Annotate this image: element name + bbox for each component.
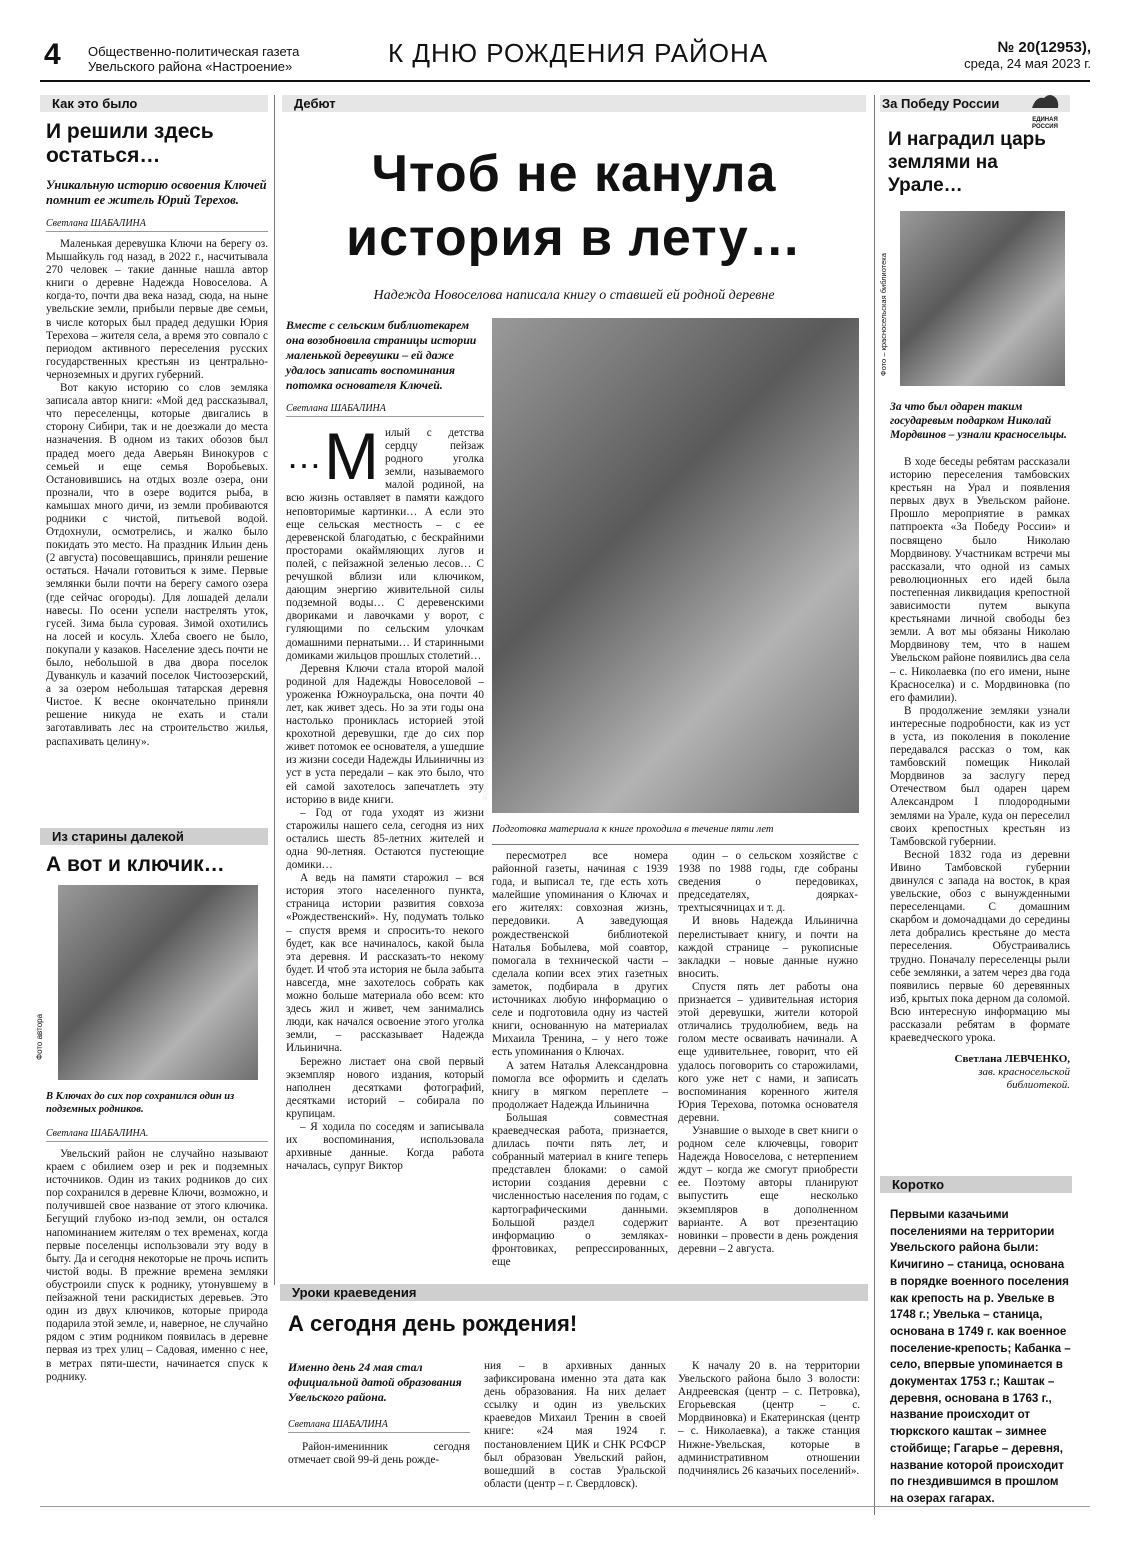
photo-caption: Подготовка материала к книге проходила в течение пяти лет [492, 824, 774, 835]
article-byline: Светлана ШАБАЛИНА [46, 218, 268, 232]
article-byline: Светлана ШАБАЛИНА [288, 1419, 470, 1433]
article-body [286, 419, 484, 1173]
article-lead: Вместе с сельским библиотекарем она возобновила страницы истории маленькой деревушки – ей даже удалось записать воспоминания потомка основателя Ключей. [286, 318, 477, 392]
paragraph: один – о сельском хозяйстве с 1938 по 1988 годы, где собраны сведения о передовиках, председателях, доярках-трехтысячницах и т. д. [678, 850, 858, 915]
center-text-col3 [678, 850, 858, 1256]
bottom-article [280, 1284, 868, 1337]
paragraph: И вновь Надежда Ильинична перелистывает книгу, и почти на каждой странице – рукописные закладки – новые данные нужно вносить. [678, 915, 858, 980]
library-photo [879, 211, 1065, 386]
paragraph: – Я ходила по соседям и записывала их воспоминания, использовала архивные данные. Когда работа началась, супруг Виктор [286, 1120, 484, 1173]
column-rule [874, 95, 875, 1515]
paragraph: Маленькая деревушка Ключи на берегу оз. Мышайкуль год назад, в 2022 г., насчитывала 270 человек – такие данные нашла автор книги о деревне Надежда Новоселова. А когда-то, почти два века назад, сюда, на ныне увельские земли, прибыли первые две семьи, в числе которых был прадед дедушки Юрия Терехова – жителя села, а время это совпало с периодом активного переселения русских государственных крестьян из центрально-черноземных и других губерний. [46, 238, 268, 381]
paragraph: А затем Наталья Александровна помогла все оформить и сделать книгу в мягком переплете – продолжает Надежда Ильинична [492, 1059, 668, 1111]
paragraph: К началу 20 в. на территории Увельского района было 3 волости: Андреевская (центр – с. Петровка), Егорьевская (центр – с. Мордвиновка) и Екатеринская (центр – с. Николаевка), а также станция Нижне-Увельская, которые в административном отношении подчинялись 26 казачьих поселений». [678, 1360, 860, 1477]
issue-date: среда, 24 мая 2023 г. [964, 56, 1091, 71]
article-headline: И решили здесь остаться… [46, 120, 214, 167]
paragraph: Вот какую историю со слов земляка записала автор книги: «Мой дед рассказывал, что переселенцы, которые двигались в сторону Сибири, так и не доезжали до места назначения. В одном из таких обозов был прадед моего деда Аверьян Винокуров с семьей и еще семья Воробьевых. Остановившись на отдых возле озера, они прознали, что в озере водится рыба, в камышах много дичи, из земли пробиваются родники с чистой, питьевой водой. Отдохнули, осмотрелись, и жалко было покидать это место. На праздник Ильин день (2 августа) посовещавшись, приняли решение остаться. Начали готовиться к зиме. Первые землянки были почти на берегу самого озера (где сейчас огороды). Для лошадей делали навесы. По осени успели настрелять уток, гусей. Зима была суровая. Зимой охотились на лосей и косуль. Хлеба своего не было, покупали у казаков. Население здесь почти не было, небольшой в два двора поселок Дуванкуль и казачий поселок Чистоозерский, а за озером небольшая татарская деревня Чистое. К весне окончательно приняли решение никуда не ехать и стали заготавливать лес на строительство жилья, распахивать целину». [46, 382, 268, 748]
party-logo [1020, 90, 1070, 138]
first-paragraph [286, 419, 484, 663]
short-news-text: Первыми казачьими поселениями на территории Увельского района были: Кичигино – станица, основана в порядке военного поселения как крепость на р. Увельке в 1748 г.; Увелька – станица, основана в 1749 г. как военное поселение-крепость; Кабанка – село, впервые упоминается в документах 1753 г.; Каштак – деревня, основана в 1763 г., название происходит от тюркского каштак – зимнее стойбище; Гагарье – деревня, название которой происходит по гнездившимся в прошлом на озерах гагарах. [890, 1208, 1071, 1505]
article-subtitle: Надежда Новоселова написала книгу о ставшей ей родной деревне [373, 288, 775, 303]
rubric-kak-eto-bylo: Как это было [40, 95, 268, 112]
short-news [880, 1176, 1072, 1508]
paragraph: Бережно листает она свой первый экземпляр нового издания, который наполнен десятками фотографий, десятками историй – собирала по крупицам. [286, 1055, 484, 1120]
issue-info [964, 40, 1091, 72]
article-headline: А вот и ключик… [46, 853, 225, 876]
photo-credit: Фото – красносельская библиотека [879, 253, 888, 376]
article-body [46, 238, 268, 749]
paper-name [88, 44, 348, 74]
logo-text: ЕДИНАЯ РОССИЯ [1032, 117, 1058, 130]
signature-name: Светлана ЛЕВЧЕНКО, [954, 1053, 1070, 1066]
paragraph: Спустя пять лет работы она признается – удивительная история этой деревушки, жители которой отличались трудолюбием, ведь на голом месте осваивать начинали. А еще удивительнее, говорит, что ей удалось поговорить со старожилами, кого уже нет с нами, и записать воспоминания коренного жителя Юрия Терехова, потомка основателя деревни. [678, 980, 858, 1124]
main-headline [282, 142, 866, 270]
photo-credit: Фото автора [481, 754, 490, 801]
headline-line: Чтоб не канула [371, 145, 777, 203]
paragraph: илый с детства сердцу пейзаж родного уголка земли, называемого малой родиной, на всю жизнь оставляет в памяти каждого неповторимые картинки… А если это еще сельская местность – с ее деревенской благодатью, с бескрайними просторами окаймляющих лугов и полей, с пейзажной зеленью лесов… С речушкой вблизи или ключиком, дающим энергию живительной силы подземной воды… С деревенскими двориками и лавочками у ворот, с гуляющими по сельским улочкам домашними пернатыми… И старинными домиками жильцов прошлых столетий… [286, 427, 484, 662]
article-body [890, 456, 1070, 1045]
headline-line: история в лету… [346, 209, 802, 267]
paragraph: В продолжение земляки узнали интересные подробности, как из уст в уста, из поколения в поколение передавался рассказ о том, как тамбовский помещик Николай Мордвинов за заслугу перед Отечеством был одарен царем Александром I плодородными землями на Урале, куда он переселил своих крепостных крестьян из Тамбовской губернии. [890, 704, 1070, 848]
bottom-rule [40, 1506, 1090, 1507]
paragraph: В ходе беседы ребятам рассказали историю переселения тамбовских крестьян на Урал и появления первых двух в Увельском районе. Прошло мероприятие в рамках патпроекта «За Победу России» и посвящено было Николаю Мордвинову. Участникам встречи мы рассказали, что одной из самых революционных его идей была постепенная ликвидация крепостной зависимости путем выкупа крестьянами личной свободы без земли. А вот мы обязаны Николаю Мордвинову тем, что в нашем Увельском районе появились два села – с. Николаевка (по его имени, ныне Красноселка) и с. Мордвиновка (по его фамилии). [890, 456, 1070, 704]
paragraph: Узнавшие о выходе в свет книги о родном селе ключевцы, говорит Надежда Новоселова, с нетерпением ждут – когда же смогут приобрести ее. Поэтому авторы планируют выпустить еще несколько экземпляров в дополненном варианте. А вот презентацию новинки – провести в день рождения деревни – 2 августа. [678, 1124, 858, 1255]
right-article [880, 95, 1070, 1092]
article-headline: И наградил царь землями на Урале… [888, 129, 1046, 196]
article-byline: Светлана ШАБАЛИНА [286, 403, 484, 417]
paragraph: ния – в архивных данных зафиксирована именно эта дата как день образования. На них делает ссылку и один из увельских краеведов Михаил Тренин в своей книге: «24 мая 1924 г. постановлением ЦИК и СНК РСФСР был образован Увельский район, вошедший в состав Уральской области (центр – г. Свердловск). [484, 1360, 666, 1490]
signature-title: библиотекой. [1006, 1079, 1070, 1092]
paragraph: Деревня Ключи стала второй малой родиной для Надежды Новоселовой – уроженка Южноуральска, она почти 40 лет, как живет здесь. Но за эти годы она настолько прониклась историей этой крохотной деревушки, где до сих пор живет потомок ее основателя, а ушедшие из жизни соседи Надежды Ильиничны из уст в уста передали – как это было, что ей самой захотелось запечатлеть эту историю в виде книги. [286, 662, 484, 806]
paragraph: Весной 1832 года из деревни Ивино Тамбовской губернии двинулся с запада на восток, в края увельские, обоз с вынужденными переселенцами. С домашним скарбом и домочадцами до середины лета добрались крестьяне до места переселения. Обустраивались трудно. Поначалу переселенцы рыли себе землянки, а затем через два года появились первые 60 деревянных изб, крытых пока дерном да соломой. Всю интересную информацию мы рассказали ребятам в формате краеведческого урока. [890, 848, 1070, 1045]
article-headline: А сегодня день рождения! [288, 1311, 578, 1336]
caption-rule [492, 844, 859, 845]
bear-icon [1030, 90, 1060, 112]
column-rule [274, 95, 275, 1285]
photo-credit: Фото автора [35, 1013, 44, 1060]
paper-name-line1: Общественно-политическая газета [88, 44, 300, 59]
issue-number: № 20(12953), [997, 39, 1091, 56]
page-number: 4 [44, 38, 61, 71]
spring-photo [35, 885, 258, 1080]
bottom-col1 [288, 1360, 470, 1467]
rubric-korotko: Коротко [880, 1176, 1072, 1193]
rubric-iz-stariny: Из старины далекой [40, 828, 268, 845]
article-lead: Уникальную историю освоения Ключей помнит ее житель Юрий Терехов. [46, 178, 267, 207]
left-article-2 [35, 828, 269, 1384]
dropcap: М [324, 419, 379, 493]
signature-title: зав. красносельской [978, 1066, 1070, 1079]
photo-caption: В Ключах до сих пор сохранился один из подземных родников. [46, 1091, 235, 1115]
paragraph: Увельский район не случайно называют краем с обилием озер и рек и подземных источников. Один из таких родников до сих пор сохранился в деревне Ключи, возможно, и получившей свое название от этого ключика. Бегущий глубоко из-под земли, он остался напоминанием жителям о тех временах, когда первые поселенцы использовали эту воду в быту. Да и сегодня некоторые не прочь испить чистой воды. В прежние времена земляки обустроили спуск к роднику, утонувшему в пейзажной тени раскидистых деревьев. Это один из двух ключиков, которые природа подарила этой земле, и, наверное, не случайно рядом с этим родником появилась в деревне первая из трех улиц – Садовая, именно с нее, в метрах пяти-шести, начинается спуск к роднику. [46, 1148, 269, 1383]
dropcap-ellipsis: … [286, 435, 322, 476]
section-title: К ДНЮ РОЖДЕНИЯ РАЙОНА [388, 38, 769, 68]
article-lead: За что был одарен таким государевым подарком Николай Мордвинов – узнали красносельцы. [890, 401, 1067, 441]
article-byline: Светлана ШАБАЛИНА. [46, 1128, 268, 1142]
center-article [282, 95, 866, 304]
masthead-rule [40, 80, 1090, 82]
bottom-col3 [678, 1360, 860, 1478]
paragraph: А ведь на памяти старожил – вся история этого населенного пункта, страница истории развития совхоза «Рождественский». Ну, подумать только – спустя время и спросить-то некого будет, как все начиналось, какой была эта деревня. И рассказать-то некому будет. И чтоб эта история не была забыта навсегда, мне захотелось собрать как можно больше материала обо всем: кто здесь жил и живет, чем занимались люди, как начался освоение этого уголка земли, – рассказывает Надежда Ильинична. [286, 872, 484, 1055]
center-text-col1 [286, 318, 484, 1173]
rubric-za-pobedu: За Победу России [880, 95, 1070, 112]
article-body [288, 1441, 470, 1467]
paragraph: Район-именинник сегодня отмечает свой 99-й день рожде- [288, 1441, 470, 1467]
paragraph: – Год от года уходят из жизни старожилы нашего села, сегодня из них остались шесть 85-летних жителей и одна 90-летняя. Остаются пустеющие домики… [286, 806, 484, 872]
bottom-col2 [484, 1360, 666, 1491]
left-article-1 [40, 95, 268, 749]
rubric-debut: Дебют [282, 95, 866, 112]
author-photo [481, 318, 859, 813]
paragraph: Большая совместная краеведческая работа, признается, длилась почти пять лет, и собранный материал в книге теперь представлен блоками: о самой истории создания деревни с численностью населения по годам, с картографическими данными. Большой раздел содержит информацию о земляках-фронтовиках, репрессированных, еще [492, 1111, 668, 1268]
rubric-uroki-kraevedeniya: Уроки краеведения [280, 1284, 868, 1301]
signature [880, 1053, 1070, 1092]
paragraph: пересмотрел все номера районной газеты, начиная с 1939 года, и выписал те, где есть хоть малейшие упоминания о Ключах и его жителях: совхозная жизнь, передовики. А заведующая рождественской библиотекой Наталья Бобылева, мой соавтор, помогала в технической части – сделала копии всех этих газетных заметок, подбирала в других источниках любую информацию о селе и подготовила одну из частей книги, основанную на материалах Михаила Тренина, – у него тоже есть упоминания о Ключах. [492, 850, 668, 1059]
center-text-col2 [492, 850, 668, 1269]
article-lead: Именно день 24 мая стал официальной датой образования Увельского района. [288, 1360, 462, 1404]
article-body [46, 1148, 268, 1384]
paper-name-line2: Увельского района «Настроение» [88, 59, 293, 74]
